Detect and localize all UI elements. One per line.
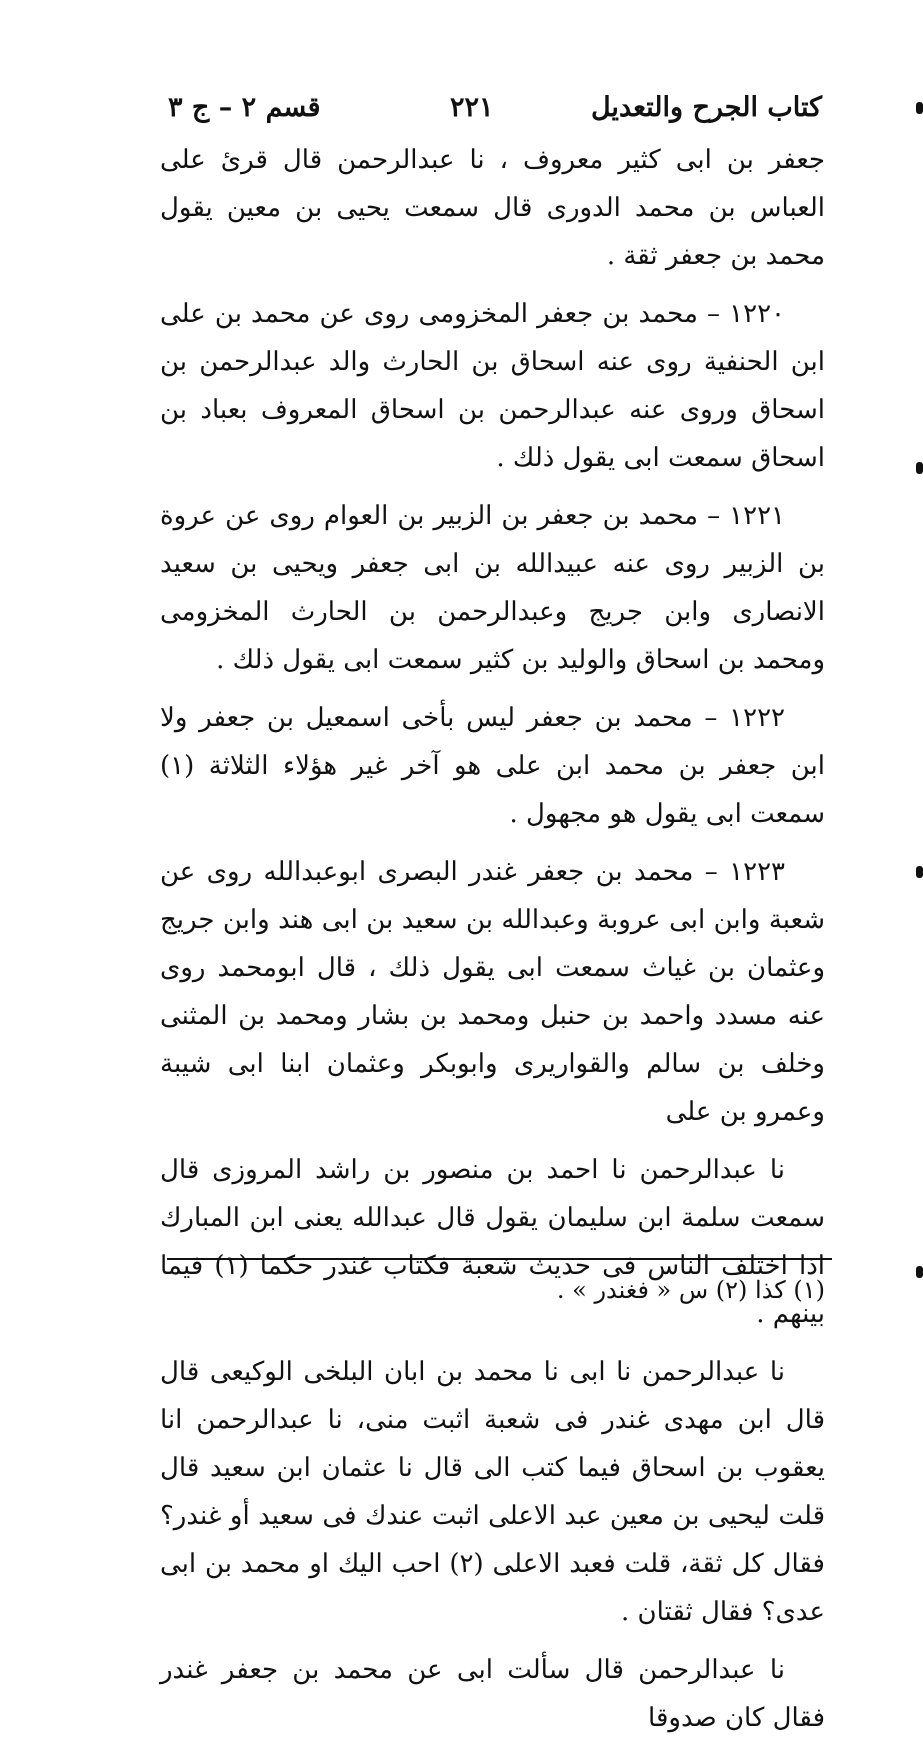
footnote: (١) كذا (٢) س « فغندر » . — [556, 1276, 825, 1304]
part-volume-label: قسم ٢ – ج ٣ — [168, 92, 321, 123]
margin-mark — [916, 102, 923, 114]
book-title: كتاب الجرح والتعديل — [590, 92, 822, 123]
paragraph-ibn-mahdi: نا عبدالرحمن نا ابى نا محمد بن ابان البلخى الوكيعى قال قال ابن مهدى غندر فى شعبة اثبت منى، نا عبدالرحمن انا يعقوب بن اسحاق فيما كتب الى قال نا عثمان ابن سعيد قال قلت ليحيى بن معين عبد الاعلى اثبت عندك فى سعيد أو غندر؟ فقال كل ثقة، قلت فعبد الاعلى (٢) احب اليك او محمد بن ابى عدى؟ فقال ثقتان . — [160, 1357, 825, 1627]
entry-1222: ١٢٢٢ – محمد بن جعفر ليس بأخى اسمعيل بن جعفر ولا ابن جعفر بن محمد ابن على هو آخر غير هؤلاء الثلاثة (١) سمعت ابى يقول هو مجهول . — [160, 703, 825, 829]
entry-1223: ١٢٢٣ – محمد بن جعفر غندر البصرى ابوعبدالله روى عن شعبة وابن ابى عروبة وعبدالله بن سعيد بن ابى هند وابن جريج وعثمان بن غياث سمعت ابى يقول ذلك ، قال ابومحمد روى عنه مسدد واحمد بن حنبل ومحمد بن بشار ومحمد بن المثنى وخلف بن سالم والقواريرى وابوبكر وعثمان ابنا ابى شيبة وعمرو بن على — [160, 857, 825, 1127]
paragraph-continuation: جعفر بن ابى كثير معروف ، نا عبدالرحمن قال قرئ على العباس بن محمد الدورى قال سمعت يحيى بن معين يقول محمد بن جعفر ثقة . — [160, 145, 825, 271]
margin-mark — [916, 866, 923, 878]
page-number: ٢٢١ — [450, 92, 494, 123]
paragraph-abu-hatim: نا عبدالرحمن قال سألت ابى عن محمد بن جعفر غندر فقال كان صدوقا — [160, 1655, 825, 1733]
entry-1221: ١٢٢١ – محمد بن جعفر بن الزبير بن العوام روى عن عروة بن الزبير روى عنه عبيدالله بن ابى جعفر ويحيى بن سعيد الانصارى وابن جريج وعبدالرحمن بن الحارث المخزومى ومحمد بن اسحاق والوليد بن كثير سمعت ابى يقول ذلك . — [160, 501, 825, 675]
footnote-divider — [167, 1258, 832, 1260]
entry-1220: ١٢٢٠ – محمد بن جعفر المخزومى روى عن محمد بن على ابن الحنفية روى عنه اسحاق بن الحارث والد عبدالرحمن بن اسحاق وروى عنه عبدالرحمن بن اسحاق المعروف بعباد بن اسحاق سمعت ابى يقول ذلك . — [160, 299, 825, 473]
margin-mark — [916, 462, 923, 474]
margin-mark — [916, 1266, 923, 1278]
page-header — [160, 86, 822, 136]
main-text — [160, 136, 825, 1742]
paragraph-ibn-al-mubarak: نا عبدالرحمن نا احمد بن منصور بن راشد المروزى قال سمعت سلمة ابن سليمان يقول قال عبدالله يعنى ابن المبارك اذا اختلف الناس فى حديث شعبة فكتاب غندر حكما (١) فيما بينهم . — [160, 1155, 825, 1329]
